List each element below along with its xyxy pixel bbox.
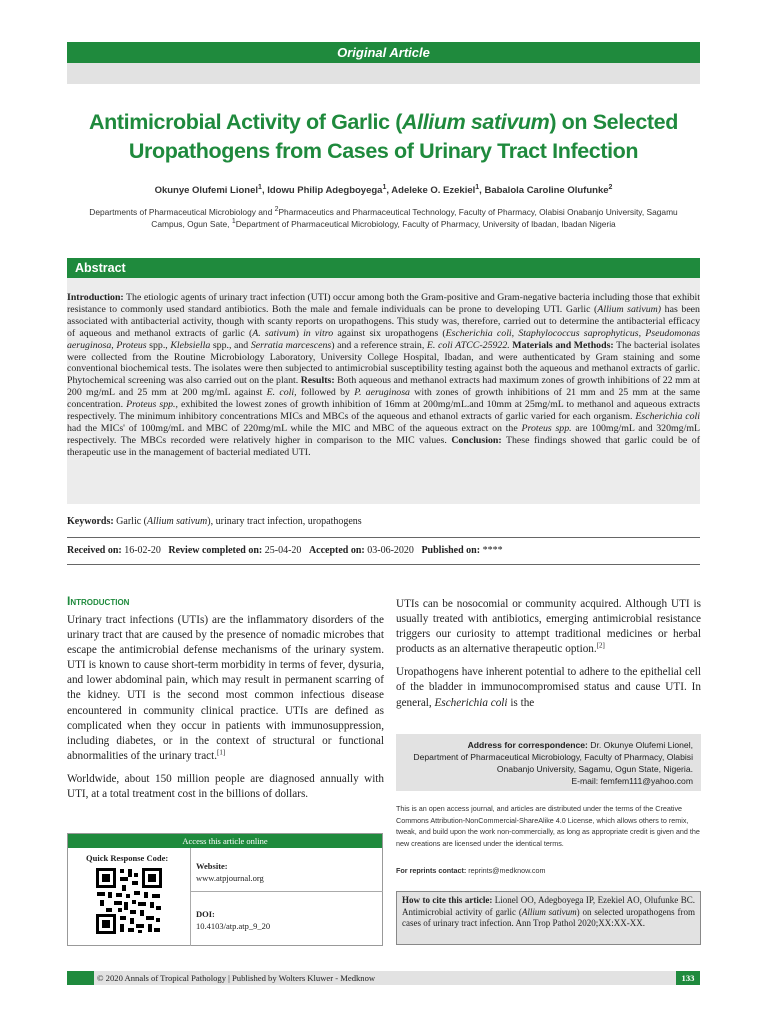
title-part: Antimicrobial Activity of Garlic ( <box>89 110 402 134</box>
keywords-line <box>67 516 700 527</box>
title-species: Allium sativum <box>402 110 550 134</box>
correspondence-line: Onabanjo University, Sagamu, Ogun State, Nigeria. <box>496 764 693 774</box>
abstract-italic: Serratia marcescens <box>250 339 332 351</box>
intro-text: is the <box>507 696 535 709</box>
license-note: This is an open access journal, and articles are distributed under the terms of the Creative Commons Attribution-NonCommercial-ShareAlike 4.0 License, which allows others to remix, tweak, and build upon the work non-commercially, as long as appropriate credit is given and the new creations are licensed under the identical terms. <box>396 804 700 848</box>
correspondence-box <box>396 734 701 791</box>
citation-label: How to cite this article: <box>402 895 493 905</box>
intro-text: UTIs can be nosocomial or community acquired. Although UTI is usually treated with antibiotics, emerging antimicrobial resistance triggers our curiosity to attempt traditional medicines or herbal products as an alternative therapeutic option. <box>396 598 701 656</box>
abstract-italic: E. coli, <box>266 387 297 399</box>
qr-code-icon[interactable] <box>94 866 164 936</box>
affil-mark: 2 <box>274 206 279 214</box>
article-type-label: Original Article <box>337 45 430 60</box>
abstract-run: are 100mg/mL and 320mg/mL respectively. The MBCs recorded were relatively higher in comparison to the MIC values. <box>67 422 700 446</box>
abstract-intro-label: Introduction: <box>67 292 124 303</box>
citation-run: Lionel OO, Adegboyega IP, Ezekiel AO, Olufunke BC. Antimicrobial activity of garlic ( <box>402 895 696 917</box>
abstract-run: ) <box>295 327 304 339</box>
abstract-run: spp., and <box>210 339 251 351</box>
access-divider-horizontal <box>190 891 383 892</box>
page-footer <box>67 971 700 985</box>
review-label: Review completed on: <box>168 545 263 556</box>
abstract-italic: Proteus spp. <box>521 422 572 434</box>
abstract-run: followed by <box>296 387 355 399</box>
abstract-run: with zones of growth inhibitions of 21 mm and 25 mm at the same concentration. <box>67 387 700 411</box>
review-date: 25-04-20 <box>262 545 302 556</box>
citation-ref[interactable]: [2] <box>596 641 605 650</box>
intro-paragraph-3 <box>396 597 701 657</box>
qr-label: Quick Response Code: <box>86 853 169 863</box>
right-column <box>396 597 701 719</box>
abstract-italic: E. coli ATCC-25922. <box>426 339 510 351</box>
author-name: Idowu Philip Adegboyega <box>267 185 383 196</box>
accepted-label: Accepted on: <box>308 545 365 556</box>
correspondence-label: Address for correspondence: <box>467 740 588 750</box>
abstract-heading <box>67 258 700 278</box>
abstract-italic: Escherichia coli <box>635 411 700 423</box>
website-link[interactable]: www.atpjournal.org <box>196 873 264 883</box>
intro-text: Urinary tract infections (UTIs) are the inflammatory disorders of the urinary tract that are caused by the presence of nomadic microbes that escape the antimicrobial defense mechanisms of the urinary system. UTI is known to cause short-term morbidity in terms of fever, dysuria, and lower abdominal pain, which may result in permanent scarring of the kidney. UTI is the second most common infectious disease encountered in community clinical practice. UTIs are defined as complicated when they occur in patients with immunosuppression, including diabetes, or in the context of structural or functional abnormalities of the urinary tract. <box>67 614 384 762</box>
affiliations <box>72 206 695 230</box>
abstract-heading-label: Abstract <box>75 261 126 275</box>
introduction-heading: Introduction <box>67 594 130 608</box>
author-affil-mark: 1 <box>382 183 387 191</box>
access-heading: Access this article online <box>68 834 382 848</box>
correspondence-name: Dr. Okunye Olufemi Lionel, <box>587 740 693 750</box>
abstract-conclusion-label: Conclusion: <box>446 434 502 446</box>
website-label: Website: <box>196 861 228 871</box>
access-online-box <box>67 833 383 946</box>
author-affil-mark: 1 <box>475 183 480 191</box>
title-part: ) on Selected Uropathogens from Cases of Urinary Tract Infection <box>128 110 678 163</box>
abstract-run: The etiologic agents of urinary tract infection (UTI) occur among both the Gram-positive and Gram-negative bacteria including those that exhibit resistance to commonly used standard antibiotics. Both the male and female individuals can be prone to developing UTI. Garlic ( <box>67 292 700 315</box>
author-list: Okunye Olufemi Lionel$^1$, Idowu Philip Adegboyega$^1$, Adeleke O. Ezekiel$^1$, Babalola Caroline Olufunke$^2$ <box>154 183 613 196</box>
page-number: 133 <box>676 971 700 985</box>
intro-paragraph-4 <box>396 665 701 710</box>
intro-italic: Escherichia coli <box>434 696 508 709</box>
divider-top <box>67 537 700 538</box>
correspondence-email[interactable]: E-mail: femfem111@yahoo.com <box>571 776 693 786</box>
keywords-italic: Allium sativum <box>147 516 208 527</box>
footer-copyright: © 2020 Annals of Tropical Pathology | Published by Wolters Kluwer - Medknow <box>97 973 376 983</box>
intro-text: Uropathogens have inherent potential to adhere to the epithelial cell of the bladder in immunocompromised status and cause UTI. In general, <box>396 666 701 709</box>
published-date: **** <box>480 545 503 556</box>
abstract-run: has been associated with antibacterial activity, though with scanty reports on uropathogens. This study was, therefore, carried out to determine the antibacterial efficacy of aqueous and methanol extracts of garlic ( <box>67 303 700 339</box>
abstract-run: spp., <box>146 339 171 351</box>
citation-ref[interactable]: [1] <box>217 748 226 757</box>
reprints-email[interactable]: reprints@medknow.com <box>466 866 546 875</box>
reprints-label: For reprints contact: <box>396 866 467 875</box>
accepted-date: 03-06-2020 <box>364 545 414 556</box>
keywords-run: ), urinary tract infection, uropathogens <box>207 516 362 527</box>
access-divider-vertical <box>190 848 191 946</box>
keywords-run: Garlic ( <box>113 516 147 527</box>
author-name: Babalola Caroline Olufunke <box>484 185 609 196</box>
author-name: Okunye Olufemi Lionel <box>154 185 259 196</box>
divider-bottom <box>67 564 700 565</box>
abstract-text <box>67 292 700 459</box>
abstract-italic: P. aeruginosa <box>354 387 410 399</box>
article-dates <box>67 545 700 556</box>
doi-label: DOI: <box>196 909 215 919</box>
abstract-italic: Allium sativum) <box>597 303 662 315</box>
received-label: Received on: <box>67 545 122 556</box>
intro-paragraph-2 <box>67 772 384 802</box>
abstract-methods-label: Materials and Methods: <box>509 339 614 351</box>
abstract-run: against six uropathogens ( <box>333 327 446 339</box>
citation-run: ) on selected uropathogens from cases of urinary tract infection. Ann Trop Pathol 2020;XX:XX-XX. <box>402 906 695 929</box>
abstract-italic: Escherichia coli, Staphylococcus saprophyticus, Pseudomonas aeruginosa, Proteus <box>67 327 700 351</box>
intro-paragraph-1 <box>67 613 384 764</box>
abstract-italic: in vitro <box>303 327 334 339</box>
abstract-run: had the MICs' of 100mg/mL and MBC of 220mg/mL while the MIC and MBC of the aqueous extract on the <box>67 422 522 434</box>
footer-accent-block <box>67 971 94 985</box>
correspondence-name-line <box>396 739 693 751</box>
abstract-italic: Klebsiella <box>170 339 211 351</box>
article-type-banner <box>67 42 700 63</box>
doi-link[interactable]: 10.4103/atp.atp_9_20 <box>196 921 271 931</box>
affil-mark: 1 <box>231 218 236 226</box>
abstract-run: The bacterial isolates were collected from the Routine Microbiology Laboratory, University College Hospital, Ibadan, and were authenticated by Gram staining and some conventional biochemical tests. The isolates were then subjected to antimicrobial susceptibility testing against both the aqueous and methanol extracts of garlic. Phytochemical screening was also carried out on the plant. <box>67 339 700 387</box>
affil-text: Department of Pharmaceutical Microbiology, Faculty of Pharmacy, University of Ibadan, Ibadan Nigeria <box>235 219 616 229</box>
header-grey-band <box>67 63 700 84</box>
abstract-italic: Proteus spp., <box>126 399 178 411</box>
abstract-results-label: Results: <box>298 375 335 387</box>
abstract-run: Both aqueous and methanol extracts had maximum zones of growth inhibitions of 22 mm at 200 mg/mL and 25 mm at 200 mg/mL against <box>67 375 700 399</box>
article-title <box>67 108 700 166</box>
received-date: 16-02-20 <box>121 545 161 556</box>
author-affil-mark: 1 <box>258 183 262 191</box>
abstract-run: exhibited the lowest zones of growth inhibition of 16mm at 200mg/mL.and 10mm at 25mg/mL to methanol and aqueous extracts respectively. The minimum inhibitory concentrations MICs and MBCs of the aqueous and ethanol extracts of garlic varied for each organism. <box>67 399 700 423</box>
correspondence-line: Department of Pharmaceutical Microbiology, Faculty of Pharmacy, Olabisi <box>413 752 693 762</box>
left-column <box>67 613 384 810</box>
author-name: Adeleke O. Ezekiel <box>391 185 476 196</box>
reprints-line <box>396 866 546 875</box>
author-affil-mark: 2 <box>608 183 613 191</box>
keywords-label: Keywords: <box>67 516 114 527</box>
abstract-run: These findings showed that garlic could be of therapeutic use in the management of bacterial mediated UTI. <box>67 434 700 458</box>
citation-box <box>396 891 701 945</box>
citation-italic: Allium sativum <box>521 906 577 917</box>
abstract-run: ) and a reference strain, <box>331 339 427 351</box>
intro-text: Worldwide, about 150 million people are diagnosed annually with UTI, at a total treatment cost in the billions of dollars. <box>67 772 384 801</box>
affil-text: Departments of Pharmaceutical Microbiology and <box>89 207 275 217</box>
published-label: Published on: <box>421 545 481 556</box>
affil-text: Pharmaceutics and Pharmaceutical Technology, Faculty of Pharmacy, Olabisi Onabanjo University, Sagamu Campus, Ogun Sate, <box>151 207 678 229</box>
abstract-italic: A. sativum <box>252 327 296 339</box>
